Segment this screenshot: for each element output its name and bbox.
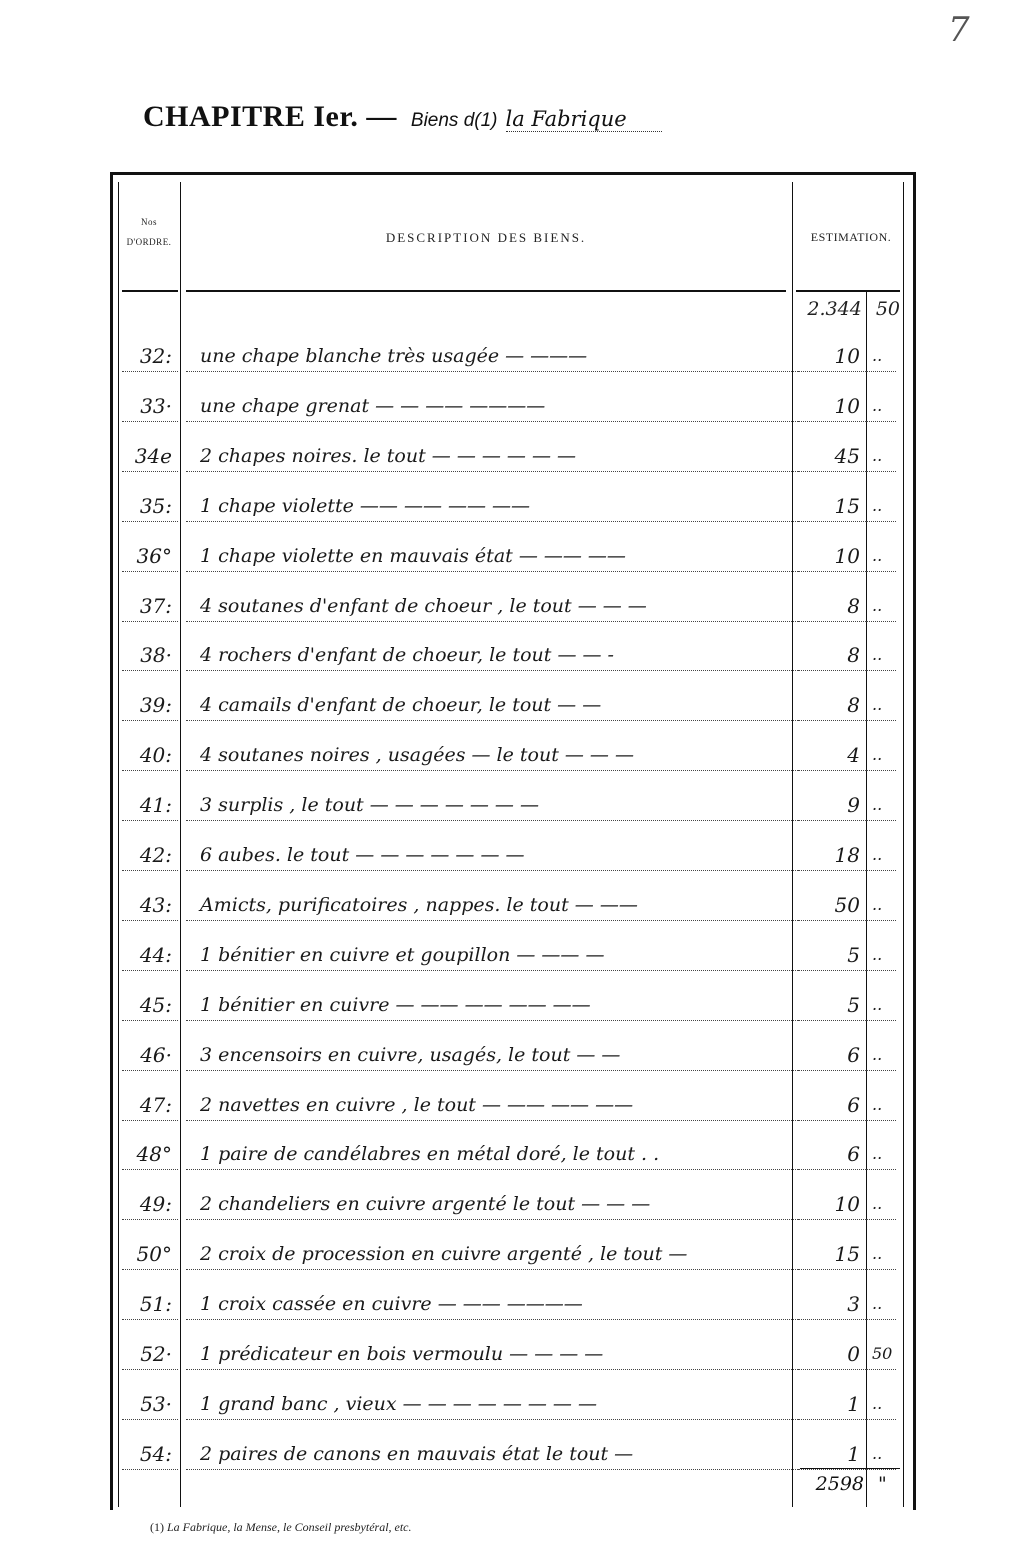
row-number: 42:	[122, 839, 178, 871]
row-estimation-francs: 8	[798, 590, 866, 622]
row-description: 3 surplis , le tout — — — — — — —	[186, 789, 798, 821]
row-number: 51:	[122, 1288, 178, 1320]
row-description: 3 encensoirs en cuivre, usagés, le tout — —	[186, 1039, 798, 1071]
row-estimation-francs: 15	[798, 490, 866, 522]
table-row	[122, 721, 898, 771]
table-row	[122, 1170, 898, 1220]
table-row	[122, 422, 898, 472]
row-description: 2 navettes en cuivre , le tout — —— —— ——	[186, 1089, 798, 1121]
row-estimation-francs: 6	[798, 1138, 866, 1170]
table-inner-left-rule	[118, 182, 119, 1507]
row-estimation-centimes: ..	[866, 340, 896, 372]
table-inner-right-rule	[903, 182, 904, 1507]
table-row	[122, 1370, 898, 1420]
row-estimation-centimes: ..	[866, 390, 896, 422]
row-number: 50°	[122, 1238, 178, 1270]
row-estimation-francs: 10	[798, 540, 866, 572]
row-estimation-centimes: ..	[866, 1238, 896, 1270]
chapter-handwritten-entry: la Fabrique	[506, 107, 662, 132]
header-rule-number	[122, 290, 178, 292]
row-number: 38·	[122, 639, 178, 671]
row-description: 1 croix cassée en cuivre — —— ————	[186, 1288, 798, 1320]
header-description-column: DESCRIPTION DES BIENS.	[385, 230, 587, 245]
table-row	[122, 572, 898, 622]
chapter-label: CHAPITRE Ier. —	[143, 100, 397, 133]
row-estimation-centimes: ..	[866, 689, 896, 721]
table-row	[122, 671, 898, 721]
footnote	[150, 1520, 412, 1535]
carried-forward-centimes: 50	[875, 298, 900, 320]
row-estimation-centimes: ..	[866, 639, 896, 671]
row-description: 4 soutanes d'enfant de choeur , le tout — — —	[186, 590, 798, 622]
total-francs: 2598	[815, 1473, 864, 1495]
row-estimation-francs: 50	[798, 889, 866, 921]
row-number: 44:	[122, 939, 178, 971]
table-row	[122, 1120, 898, 1170]
carried-forward-francs: 2.344	[807, 298, 862, 320]
row-description: 1 prédicateur en bois vermoulu — — — —	[186, 1338, 798, 1370]
row-estimation-centimes: ..	[866, 1288, 896, 1320]
carried-forward-amount	[800, 298, 900, 320]
row-estimation-centimes: ..	[866, 490, 896, 522]
row-estimation-francs: 10	[798, 340, 866, 372]
row-description: 1 bénitier en cuivre et goupillon — —— —	[186, 939, 798, 971]
table-row	[122, 871, 898, 921]
row-estimation-centimes: ..	[866, 590, 896, 622]
row-number: 33·	[122, 390, 178, 422]
table-row	[122, 921, 898, 971]
footnote-marker: (1)	[150, 1520, 164, 1534]
table-row	[122, 1420, 898, 1470]
row-number: 36°	[122, 540, 178, 572]
row-number: 54:	[122, 1438, 178, 1470]
row-description: 1 grand banc , vieux — — — — — — — —	[186, 1388, 798, 1420]
row-estimation-francs: 5	[798, 989, 866, 1021]
row-number: 48°	[122, 1138, 178, 1170]
chapter-heading	[143, 100, 662, 134]
row-number: 45:	[122, 989, 178, 1021]
row-number: 35:	[122, 490, 178, 522]
row-description: une chape blanche très usagée — ———	[186, 340, 798, 372]
row-estimation-centimes: ..	[866, 540, 896, 572]
table-row	[122, 1071, 898, 1121]
row-estimation-francs: 9	[798, 789, 866, 821]
row-number: 47:	[122, 1089, 178, 1121]
row-estimation-centimes: ..	[866, 1388, 896, 1420]
row-estimation-francs: 8	[798, 639, 866, 671]
row-estimation-francs: 10	[798, 1188, 866, 1220]
row-description: 2 chapes noires. le tout — — — — — —	[186, 440, 798, 472]
table-row	[122, 1220, 898, 1270]
row-estimation-centimes: ..	[866, 440, 896, 472]
row-estimation-centimes: ..	[866, 1039, 896, 1071]
row-number: 40:	[122, 739, 178, 771]
table-row	[122, 821, 898, 871]
row-estimation-francs: 6	[798, 1089, 866, 1121]
row-estimation-francs: 8	[798, 689, 866, 721]
row-estimation-centimes: ..	[866, 889, 896, 921]
row-estimation-francs: 10	[798, 390, 866, 422]
total-centimes: "	[878, 1473, 887, 1495]
row-estimation-centimes: ..	[866, 1438, 896, 1470]
row-number: 34e	[122, 440, 178, 472]
row-description: 1 chape violette en mauvais état — —— ——	[186, 540, 798, 572]
row-estimation-francs: 15	[798, 1238, 866, 1270]
row-number: 52·	[122, 1338, 178, 1370]
table-row	[122, 1320, 898, 1370]
table-row	[122, 621, 898, 671]
table-row	[122, 322, 898, 372]
table-row	[122, 1270, 898, 1320]
row-estimation-centimes: ..	[866, 1138, 896, 1170]
row-estimation-centimes: ..	[866, 839, 896, 871]
header-rule-description	[186, 290, 786, 292]
footnote-text: La Fabrique, la Mense, le Conseil presbytéral, etc.	[167, 1520, 412, 1534]
row-description: Amicts, purificatoires , nappes. le tout — ——	[186, 889, 798, 921]
row-estimation-centimes: ..	[866, 1188, 896, 1220]
row-estimation-francs: 1	[798, 1388, 866, 1420]
row-number: 46·	[122, 1039, 178, 1071]
row-estimation-centimes: ..	[866, 789, 896, 821]
table-row	[122, 472, 898, 522]
row-estimation-francs: 6	[798, 1039, 866, 1071]
row-number: 49:	[122, 1188, 178, 1220]
table-row	[122, 771, 898, 821]
header-estimation-column: ESTIMATION.	[810, 230, 892, 244]
row-description: 2 croix de procession en cuivre argenté , le tout —	[186, 1238, 798, 1270]
row-estimation-centimes: ..	[866, 989, 896, 1021]
row-description: 1 chape violette —— —— —— ——	[186, 490, 798, 522]
row-estimation-centimes: ..	[866, 939, 896, 971]
row-description: 2 paires de canons en mauvais état le tout —	[186, 1438, 798, 1470]
row-number: 32:	[122, 340, 178, 372]
table-row	[122, 372, 898, 422]
row-estimation-centimes: 50	[866, 1338, 896, 1370]
row-estimation-francs: 1	[798, 1438, 866, 1470]
row-estimation-francs: 0	[798, 1338, 866, 1370]
chapter-biens: Biens d(1)	[410, 110, 498, 131]
row-description: une chape grenat — — —— ————	[186, 390, 798, 422]
row-description: 2 chandeliers en cuivre argenté le tout — — —	[186, 1188, 798, 1220]
row-estimation-centimes: ..	[866, 739, 896, 771]
row-estimation-francs: 4	[798, 739, 866, 771]
row-description: 6 aubes. le tout — — — — — — —	[186, 839, 798, 871]
table-row	[122, 522, 898, 572]
total-amount	[800, 1468, 900, 1495]
row-number: 43:	[122, 889, 178, 921]
row-description: 4 soutanes noires , usagées — le tout — — —	[186, 739, 798, 771]
table-row	[122, 971, 898, 1021]
header-number-line2: D'ORDRE.	[126, 237, 172, 247]
header-number-column	[120, 212, 178, 252]
header-number-line1: Nos	[140, 217, 157, 227]
header-rule-estimation	[796, 290, 900, 292]
row-number: 53·	[122, 1388, 178, 1420]
table-row	[122, 1021, 898, 1071]
row-description: 1 paire de candélabres en métal doré, le tout . .	[186, 1138, 798, 1170]
row-number: 41:	[122, 789, 178, 821]
page-number: 7	[948, 10, 970, 50]
row-estimation-francs: 5	[798, 939, 866, 971]
row-description: 4 rochers d'enfant de choeur, le tout — — -	[186, 639, 798, 671]
row-estimation-francs: 18	[798, 839, 866, 871]
row-number: 39:	[122, 689, 178, 721]
row-estimation-francs: 45	[798, 440, 866, 472]
row-description: 4 camails d'enfant de choeur, le tout — —	[186, 689, 798, 721]
row-description: 1 bénitier en cuivre — —— —— —— ——	[186, 989, 798, 1021]
row-estimation-centimes: ..	[866, 1089, 896, 1121]
row-number: 37:	[122, 590, 178, 622]
row-estimation-francs: 3	[798, 1288, 866, 1320]
